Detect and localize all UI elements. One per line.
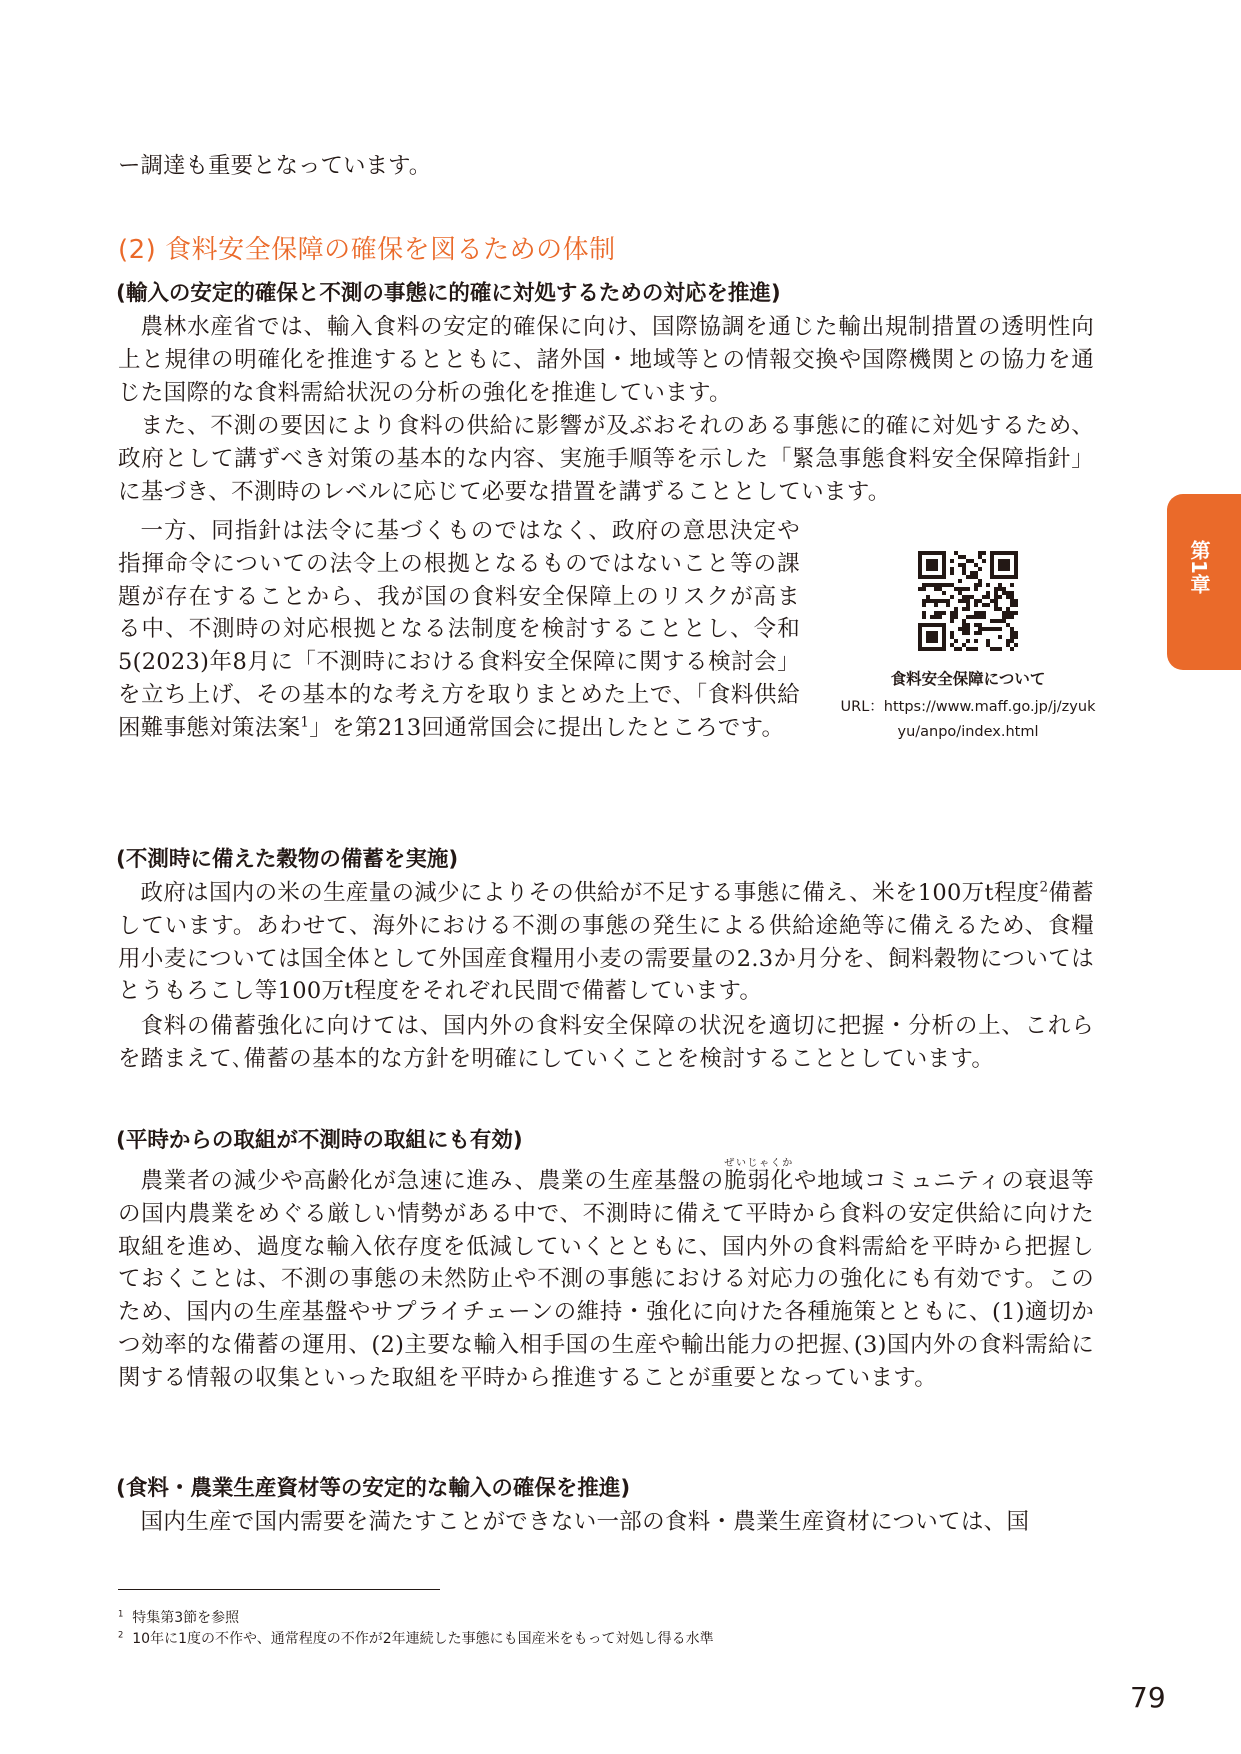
ruby-base: 脆弱化 (724, 1168, 794, 1194)
footnote-divider (118, 1589, 440, 1590)
footnote (118, 1630, 714, 1648)
paragraph: また、不測の要因により食料の供給に影響が及ぶおそれのある事態に的確に対処するため、政府として講ずべき対策の基本的な内容、実施手順等を示した「緊急事態食料安全保障指針」に基づき、不測時のレベルに応じて必要な措置を講ずることとしています。 (118, 413, 1094, 505)
footnote-ref: 2 (1039, 879, 1049, 896)
paragraph: 食料の備蓄強化に向けては、国内外の食料安全保障の状況を適切に把握・分析の上、これらを踏まえて､備蓄の基本的な方針を明確にしていくことを検討することとしています。 (118, 1013, 1094, 1072)
subheading-normal-time-efforts: (平時からの取組が不測時の取組にも有効) (116, 1128, 523, 1153)
ruby-word (724, 1158, 794, 1194)
paragraph (118, 877, 1094, 1008)
paragraph: 農林水産省では、輸入食料の安定的確保に向け、国際協調を通じた輸出規制措置の透明性向上と規律の明確化を推進するとともに、諸外国・地域等との情報交換や国際機関との協力を通じた国際的な食料需給状況の分析の強化を推進しています。 (118, 314, 1094, 406)
ruby-reading: ぜいじゃくか (724, 1158, 794, 1169)
continued-text: ー調達も重要となっています。 (118, 153, 432, 179)
paragraph-text: 農業者の減少や高齢化が急速に進み、農業の生産基盤の (140, 1168, 725, 1194)
paragraph-text: 一方、同指針は法令に基づくものではなく、政府の意思決定や指揮命令についての法令上の根拠となるものではないこと等の課題が存在することから、我が国の食料安全保障上のリスクが高まる中、不測時の対応根拠となる法制度を検討することとし、令和5(2023)年8月に「不測時における食料安全保障に関する検討会」を立ち上げ、その基本的な考え方を取りまとめた上で、「食料供給困難事態対策法案 (118, 518, 800, 741)
subheading-grain-stockpile: (不測時に備えた穀物の備蓄を実施) (116, 847, 459, 872)
footnote-mark: 2 (118, 1629, 124, 1640)
footnote (118, 1609, 239, 1627)
qr-code[interactable] (918, 551, 1018, 651)
paragraph-text: 」を第213回通常国会に提出したところです。 (309, 714, 785, 741)
paragraph-text: や地域コミュニティの衰退等の国内農業をめぐる厳しい情勢がある中で、不測時に備えて平時から食料の安定供給に向けた取組を進め、過度な輸入依存度を低減していくとともに、国内外の食料需給を平時から把握しておくことは、不測の事態の未然防止や不測の事態における対応力の強化にも有効です。このため、国内の生産基盤やサプライチェーンの維持・強化に向けた各種施策とともに、(1)適切かつ効率的な備蓄の運用、(2)主要な輸入相手国の生産や輸出能力の把握､(3)国内外の食料需給に関する情報の収集といった取組を平時から推進することが重要となっています。 (118, 1168, 1094, 1391)
paragraph-text: 政府は国内の米の生産量の減少によりその供給が不足する事態に備え、米を100万t程度 (140, 880, 1040, 906)
section-number: (2) (118, 235, 157, 265)
paragraph: 国内生産で国内需要を満たすことができない一部の食料・農業生産資材については、国 (140, 1509, 1030, 1535)
paragraph-text: 備蓄しています。あわせて、海外における不測の事態の発生による供給途絶等に備えるため、食糧用小麦については国全体として外国産食糧用小麦の需要量の2.3か月分を、飼料穀物についてはとうもろこし等100万t程度をそれぞれ民間で備蓄しています。 (118, 880, 1095, 1005)
section-heading (118, 229, 616, 266)
subheading-stable-imports: (食料・農業生産資材等の安定的な輸入の確保を推進) (116, 1476, 631, 1501)
section-title: 食料安全保障の確保を図るための体制 (165, 235, 616, 265)
subheading-import-security: (輸入の安定的確保と不測の事態に的確に対処するための対応を推進) (116, 281, 781, 306)
page-number: 79 (1130, 1681, 1166, 1714)
chapter-label: 第1章 (1187, 540, 1211, 594)
footnote-text: 10年に1度の不作や、通常程度の不作が2年連続した事態にも国産米をもって対処し得る水準 (132, 1631, 714, 1647)
footnote-text: 特集第3節を参照 (132, 1610, 240, 1626)
paragraph (118, 515, 800, 745)
footnote-ref: 1 (300, 714, 310, 731)
qr-caption-url: URL：https://www.maff.go.jp/j/zyukyu/anpo/index.html (840, 699, 1096, 740)
paragraph (118, 1158, 1094, 1395)
qr-caption-title: 食料安全保障について (890, 670, 1046, 688)
footnote-mark: 1 (118, 1608, 124, 1619)
qr-code-image (918, 551, 1018, 651)
